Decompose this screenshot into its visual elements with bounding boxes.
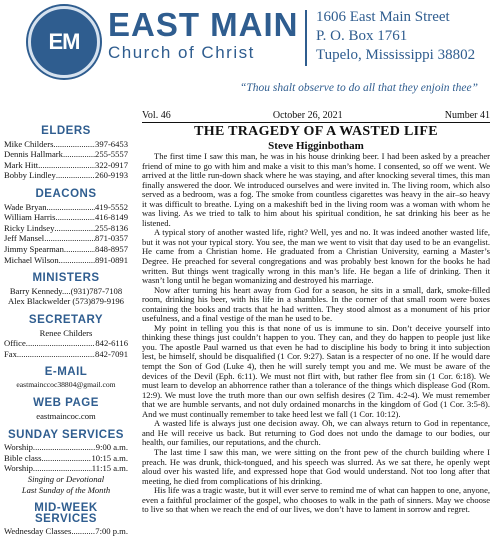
header-divider xyxy=(305,10,307,66)
web-heading: WEB PAGE xyxy=(33,397,99,410)
issue-number: Number 41 xyxy=(444,110,490,121)
elder-row xyxy=(4,170,128,181)
deacon-phone: 419-5552 xyxy=(95,201,128,212)
article-paragraph: Now after turning his heart away from God for a season, he sits in a small, dark, smoke-filled room, drinking his beer, with his life in a shambles. In the corner of that small room were boxes containing the books and tracts that he had written. They stood almost as a monument of his prior usefulness, and a final vestige of the man he used to be. xyxy=(142,284,490,324)
elder-name: Bobby Lindley xyxy=(4,170,56,181)
minister-line: Alex Blackwelder (573)879-9196 xyxy=(8,296,124,307)
service-name: Worship xyxy=(4,463,33,474)
deacon-row xyxy=(4,202,128,213)
deacon-phone: 255-8136 xyxy=(95,222,128,233)
deacon-row xyxy=(4,233,128,244)
deacon-name: Michael Wilson xyxy=(4,254,59,265)
secretary-name: Renee Childers xyxy=(39,327,93,338)
article-paragraph: My point in telling you this is that none of us is immune to sin. Don’t deceive yourself into thinking these things just couldn’t happen to you. They can, and they do happen to people just like you. The apostle Paul warned us that even he had to discipline his body to bring it into subjection lest, be himself, should be disqualified (1 Cor. 9:27). Satan is a respecter of no one. If he would dare tempt the Son of God (Luke 4), then he will surely tempt you and me. We must be aware of the devices of the Devil (Eph. 6:11). We must not flirt with, but rather flee from sin (1 Cor. 6:18). We must learn to develop an abhorrence rather than a tolerance of the things which displease God (Rom. 12:9). We must love the truth more than our own selfish desires (2 Tim. 4:2-4). We must remember that we are humble servants, and not duly ordained monarchs in the kingdom of God (1 Cor. 3:5-8). And we must continually remember to take heed lest we fall (1 Cor. 10:12). xyxy=(142,322,490,419)
article-body xyxy=(142,152,490,515)
deacon-row xyxy=(4,223,128,234)
article-author: Steve Higginbotham xyxy=(268,140,364,152)
fax-label: Fax xyxy=(4,348,17,359)
elder-phone: 255-5557 xyxy=(95,149,128,160)
deacon-row xyxy=(4,244,128,255)
sunday-heading: SUNDAY SERVICES xyxy=(8,428,124,441)
address-line: P. O. Box 1761 xyxy=(316,28,408,44)
article-title: THE TRAGEDY OF A WASTED LIFE xyxy=(194,124,438,139)
church-logo xyxy=(28,6,100,78)
sunday-note: Singing or Devotional xyxy=(27,474,105,485)
brand xyxy=(108,8,299,63)
elder-row xyxy=(4,160,128,171)
service-time: 9:00 a.m. xyxy=(95,442,128,453)
elder-phone: 322-0917 xyxy=(95,159,128,170)
deacon-phone: 416-8149 xyxy=(95,212,128,223)
deacon-phone: 848-8957 xyxy=(95,243,128,254)
office-row xyxy=(4,338,128,349)
service-time: 10:15 a.m. xyxy=(91,452,128,463)
sunday-note: Last Sunday of the Month xyxy=(21,484,111,495)
elder-row xyxy=(4,139,128,150)
volume: Vol. 46 xyxy=(142,110,171,121)
midweek-time: 7:00 p.m. xyxy=(95,526,128,537)
fax-phone: 842-7091 xyxy=(95,348,128,359)
deacon-name: Jimmy Spearman xyxy=(4,243,64,254)
office-phone: 842-6116 xyxy=(95,338,128,349)
deacon-name: Wade Bryan xyxy=(4,201,47,212)
brand-name: EAST MAIN xyxy=(108,6,299,43)
issue-line xyxy=(142,110,490,121)
deacon-row xyxy=(4,212,128,223)
issue-date: October 26, 2021 xyxy=(272,110,343,121)
elder-name: Dennis Hallmark xyxy=(4,149,63,160)
sidebar xyxy=(4,118,128,537)
article-paragraph: The last time I saw this man, we were sitting on the front pew of the church building where I preach. He was drunk, thick-tongued, and his speech was slurred. As we sat there, he openly wept aloud over his wasted life, and expressed hope that God would understand. Not too long after that meeting, he died from complications of his drinking. xyxy=(142,446,490,486)
issue-rule xyxy=(142,122,490,123)
service-time: 11:15 a.m. xyxy=(91,463,128,474)
midweek-heading: MID-WEEK xyxy=(34,502,98,515)
elder-name: Mark Hitt xyxy=(4,159,39,170)
fax-row xyxy=(4,349,128,360)
email-link[interactable]: eastmainccoc38804@gmail.com xyxy=(16,379,116,389)
service-name: Worship xyxy=(4,442,33,453)
elder-phone: 397-6453 xyxy=(95,138,128,149)
service-row xyxy=(4,453,128,464)
email-heading: E-MAIL xyxy=(44,366,88,379)
ministers-heading: MINISTERS xyxy=(32,272,100,285)
midweek-row xyxy=(4,526,128,537)
office-label: Office xyxy=(4,338,26,349)
midweek-name: Wednesday Classes xyxy=(4,526,72,537)
minister-line: Barry Kennedy....(931)787-7108 xyxy=(9,285,123,296)
church-address xyxy=(316,8,475,65)
deacon-phone: 891-0891 xyxy=(95,254,128,265)
deacon-phone: 871-0357 xyxy=(95,233,128,244)
article-paragraph: His life was a tragic waste, but it will ever serve to remind me of what can happen to one, anyone, even a faithful proclaimer of the gospel, who chooses to walk in the path of sinners. May we choose to live so that when we reach the end of our lives, we don’t have to lament in sorrow and regret. xyxy=(142,485,490,515)
logo-text: EM xyxy=(48,29,80,54)
deacon-name: Jeff Mansel xyxy=(4,233,45,244)
article-paragraph: A typical story of another wasted life, right? Well, yes and no. It was indeed another wasted life, but it was not your typical story. You see, the man we went to visit that day used to be an evangelist. He came from a Christian home. He graduated from a Christian University, earning a Master’s Degree. He preached for several congregations and was probably best known for the books he had written. But things went tragically wrong in this man’s life. He began a life of drinking. Then it wasn’t long until he began womanizing and destroyed his marriage. xyxy=(142,227,490,286)
brand-subtitle: Church of Christ xyxy=(108,43,255,62)
midweek-heading-2: SERVICES xyxy=(35,512,97,525)
secretary-heading: SECRETARY xyxy=(28,313,104,326)
elder-phone: 260-9193 xyxy=(95,170,128,181)
service-row xyxy=(4,442,128,453)
address-line: Tupelo, Mississippi 38802 xyxy=(316,47,476,63)
service-name: Bible class xyxy=(4,452,42,463)
web-link[interactable]: eastmaincoc.com xyxy=(36,411,96,422)
masthead xyxy=(0,0,495,94)
elder-row xyxy=(4,149,128,160)
elder-name: Mike Childers xyxy=(4,138,54,149)
elders-heading: ELDERS xyxy=(41,125,91,137)
scripture-quote: “Thou shalt observe to do all that they enjoin thee” xyxy=(240,82,478,94)
deacon-name: William Harris xyxy=(4,212,56,223)
deacon-name: Ricky Lindsey xyxy=(4,222,55,233)
article-paragraph: The first time I saw this man, he was in his house drinking beer. I had been asked by a preacher friend of mine to go with him and make a visit to this man’s home. I consented, so off we went. We arrived at the little run-down shack where he was staying, and after knocking several times, this man finally answered the door. We introduced ourselves and were invited in. The living room, which also served as a bedroom, was a fog. The smoke from countless cigarettes was heavy in the air–so heavy it was difficult to breathe. Lying on a makeshift bed in the living room was a woman with whom he was living. As we tried to talk to him about his spiritual condition, he sat drinking his beer as he listened. xyxy=(142,151,490,228)
address-line: 1606 East Main Street xyxy=(316,9,450,25)
service-row xyxy=(4,463,128,474)
deacons-heading: DEACONS xyxy=(35,187,97,200)
deacon-row xyxy=(4,255,128,266)
article-paragraph: A wasted life is always just one decision away. Oh, we can always return to God in repentance, and He will receive us back. But returning to God does not undo the damage to our bodies, our health, our families, our reputations, and the church. xyxy=(142,418,490,448)
